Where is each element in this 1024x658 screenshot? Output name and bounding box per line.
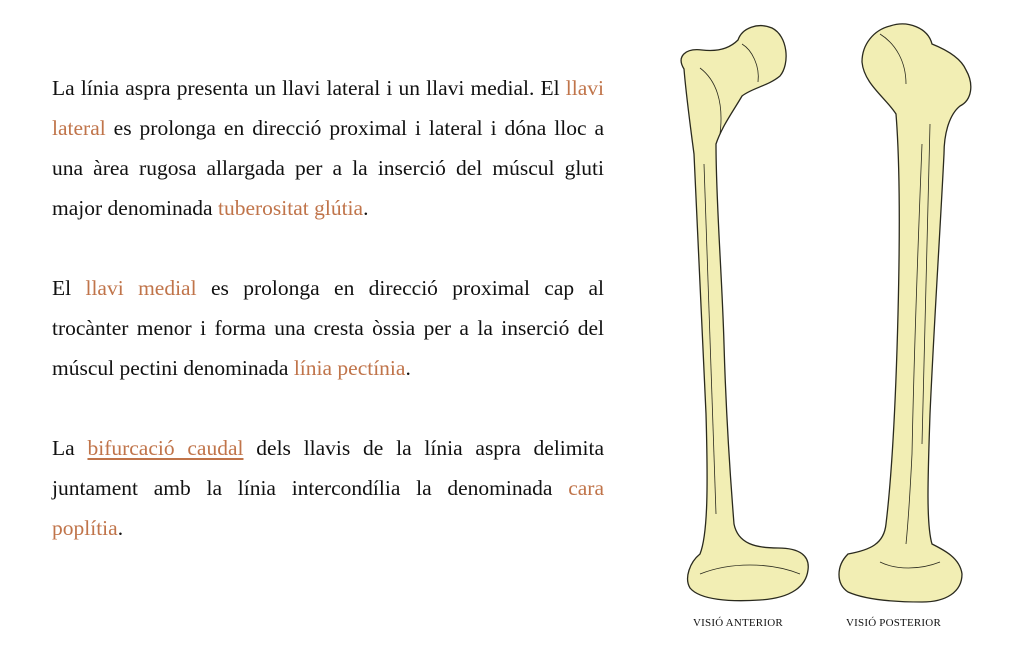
paragraph-text: . <box>363 196 369 220</box>
highlighted-term: cara poplítia <box>52 476 604 540</box>
highlighted-term: llavi medial <box>85 276 197 300</box>
caption-posterior-view: VISIÓ POSTERIOR <box>846 617 941 629</box>
highlighted-term: línia pectínia <box>293 356 406 380</box>
paragraph-text: La <box>52 436 88 460</box>
paragraph-text: . <box>117 516 124 540</box>
paragraph-text: es prolonga en direcció proximal i lateral i dóna lloc a una àrea rugosa allargada per a la inserció del múscul gluti major denominada <box>52 116 604 220</box>
caption-anterior-view: VISIÓ ANTERIOR <box>693 617 783 629</box>
paragraph-text: es prolonga en direcció proximal cap al trocànter menor i forma una cresta òssia per a la inserció del múscul pectini denominada <box>52 276 605 380</box>
femur-drawing <box>660 14 1000 614</box>
paragraph-1 <box>52 68 604 228</box>
paragraph-text: . <box>405 356 411 380</box>
paragraph-text: La línia aspra presenta un llavi lateral i un llavi medial. El <box>52 76 566 100</box>
femur-illustration <box>660 14 1000 654</box>
paragraph-text: dels llavis de la línia aspra delimita juntament amb la línia intercondília la denominada <box>52 436 604 500</box>
highlighted-term: tuberositat glútia <box>217 196 364 220</box>
paragraph-3 <box>52 428 604 548</box>
highlighted-term: llavi lateral <box>52 76 604 140</box>
femur-anterior-view <box>681 26 808 601</box>
paragraph-2 <box>52 268 604 388</box>
femur-posterior-view <box>839 24 971 602</box>
femur-anterior-shape <box>681 26 808 601</box>
text-column <box>52 68 604 548</box>
paragraph-text: El <box>52 276 86 300</box>
femur-posterior-shape <box>839 24 971 602</box>
term-link[interactable]: bifurcació caudal <box>87 436 244 460</box>
